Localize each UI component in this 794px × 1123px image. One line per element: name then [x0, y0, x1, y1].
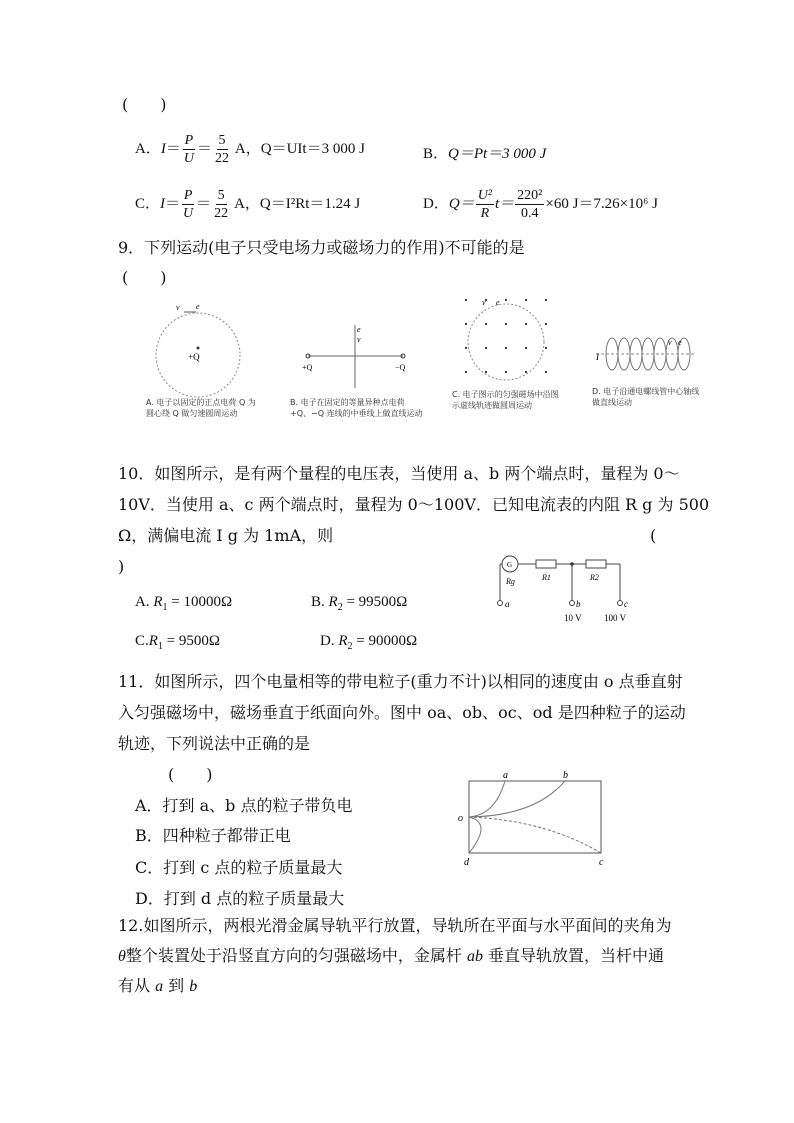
- q9-figure-d: [592, 330, 702, 380]
- q8-option-d: D．Q＝ $\frac{\text{U²}}{R}$ t＝ $\frac{\text{220²}}{0.4}$ ×60 J＝7.26×10⁶ J: [423, 188, 658, 221]
- q10-option-a: A. $R_1 = 10000\Omega$: [135, 594, 233, 613]
- option-letter: C．: [135, 195, 161, 212]
- q10-option-b: B. $R_2 = 99500\Omega$: [311, 594, 408, 613]
- q11-option-d: D．打到 d 点的粒子质量最大: [135, 889, 345, 908]
- label-c: c: [624, 599, 628, 609]
- fraction-p-over-u: $\frac{P}{U}$: [183, 188, 194, 221]
- label-c: c: [599, 857, 604, 868]
- fraction-5-over-22: $\frac{5}{22}$: [214, 188, 229, 221]
- q11-option-a: A．打到 a、b 点的粒子带负电: [135, 796, 353, 815]
- q11-option-b: B．四种粒子都带正电: [135, 826, 291, 845]
- option-text: ×60 J＝7.26×10⁶ J: [545, 195, 658, 212]
- q8-option-b: B．Q＝Pt＝3 000 J: [423, 146, 547, 162]
- option-text: Q＝Pt＝3 000 J: [448, 146, 547, 162]
- q9-caption-a: A. 电子以固定的正点电荷 Q 为圆心绕 Q 做匀速圆周运动: [146, 398, 256, 418]
- q11-line-1: 11．如图所示，四个电量相等的带电粒子(重力不计)以相同的速度由 o 点垂直射: [118, 672, 683, 691]
- q11-figure: [455, 768, 615, 868]
- label-r2: R2: [590, 573, 599, 582]
- track-od: [469, 817, 481, 853]
- orbit-circle: [468, 304, 544, 380]
- q12-line-1: 12.如图所示，两根光滑金属导轨平行放置，导轨所在平面与水平面间的夹角为: [118, 916, 672, 935]
- q12-line-2: θ整个装置处于沿竖直方向的匀强磁场中，金属杆 ab 垂直导轨放置，当杆中通: [118, 946, 665, 965]
- q10-bracket-open: (: [650, 526, 657, 545]
- label-o: o: [458, 813, 463, 824]
- q9-caption-c: C. 电子图示的匀强磁场中沿图示虚线轨迹做圆周运动: [452, 390, 559, 410]
- option-text: A，Q＝I²Rt＝1.24 J: [231, 195, 361, 212]
- q10-line-1: 10．如图所示，是有两个量程的电压表，当使用 a、b 两个端点时，量程为 0～: [118, 464, 680, 483]
- resistor-r2: [586, 560, 606, 568]
- q9-caption-d: D. 电子沿通电螺线管中心轴线做直线运动: [592, 387, 700, 407]
- q9-figure-c: [458, 294, 558, 394]
- q11-bracket: ( ): [168, 765, 213, 784]
- label-rg: Rg: [506, 577, 515, 586]
- label-e: e: [357, 325, 361, 334]
- q11-line-2: 入匀强磁场中，磁场垂直于纸面向外。图中 oa、ob、oc、od 是四种粒子的运动: [118, 703, 686, 722]
- label-b: b: [563, 770, 568, 781]
- q10-circuit-diagram: [492, 552, 642, 628]
- q12-line-3: 有从 a 到 b: [118, 976, 198, 995]
- label-plus-q: +Q: [188, 352, 200, 362]
- field-dots: [465, 299, 547, 373]
- label-d: d: [464, 857, 469, 868]
- terminal-c: [618, 601, 623, 606]
- label-plus-q: +Q: [302, 363, 313, 372]
- q9-bracket: ( ): [122, 268, 167, 287]
- q8-option-a: [135, 132, 365, 167]
- q11-option-c: C．打到 c 点的粒子质量最大: [135, 858, 343, 877]
- track-ob: [469, 781, 565, 817]
- current-symbol: I: [160, 140, 166, 157]
- q10-bracket-close: ): [118, 557, 125, 576]
- label-r1: R1: [542, 573, 551, 582]
- q8-bracket: ( ): [122, 95, 167, 114]
- q10-line-3: Ω，满偏电流 I g 为 1mA，则: [118, 526, 334, 545]
- terminal-a: [498, 601, 503, 606]
- label-b: b: [576, 599, 581, 609]
- label-v: v: [482, 298, 486, 307]
- track-oc: [469, 817, 601, 853]
- q10-option-d: D. $R_2 = 90000\Omega$: [320, 633, 418, 652]
- option-letter: A．: [135, 140, 161, 157]
- svg-text:G: G: [507, 561, 513, 569]
- fraction-u2-over-r: $\frac{\text{U²}}{R}$: [477, 188, 492, 221]
- terminal-b: [570, 601, 575, 606]
- q9-figure-b: [300, 320, 415, 390]
- label-e: e: [496, 298, 500, 307]
- q9-stem: 9．下列运动(电子只受电场力或磁场力的作用)不可能的是: [118, 238, 525, 257]
- fraction-220sq-over-04: $\frac{\text{220²}}{0.4}$: [517, 188, 543, 221]
- label-a: a: [505, 599, 510, 609]
- label-current: I: [596, 352, 599, 362]
- label-v: v: [357, 335, 361, 344]
- q9-caption-b: B. 电子在固定的等量异种点电荷 +Q、−Q 连线的中垂线上做直线运动: [290, 398, 423, 418]
- q9-figure-a: [150, 300, 250, 400]
- label-e: e: [196, 302, 200, 311]
- q8-option-c: C．I＝ $\frac{P}{U}$ ＝ $\frac{5}{22}$ A，Q＝I²Rt＝1.24 J: [135, 188, 361, 221]
- equals: ＝: [196, 140, 212, 157]
- label-e: e: [678, 338, 682, 347]
- q10-option-c: $C.R_1 = 9500\Omega$: [135, 633, 221, 652]
- equals: ＝: [165, 140, 181, 157]
- label-a: a: [503, 770, 508, 781]
- fraction-p-over-u: $\frac{P}{U}$: [183, 133, 194, 166]
- label-100v: 100 V: [604, 613, 627, 623]
- option-text: A，Q＝UIt＝3 000 J: [232, 140, 365, 157]
- label-minus-q: −Q: [395, 363, 406, 372]
- label-v: v: [176, 303, 180, 312]
- label-10v: 10 V: [564, 613, 582, 623]
- charge-q: [197, 347, 200, 350]
- label-v: v: [668, 338, 672, 347]
- q10-line-2: 10V．当使用 a、c 两个端点时，量程为 0～100V．已知电流表的内阻 R g 为 500: [118, 495, 710, 514]
- q11-line-3: 轨迹，下列说法中正确的是: [118, 734, 311, 753]
- fraction-5-over-22: $\frac{5}{22}$: [215, 133, 229, 166]
- track-oa: [469, 781, 505, 817]
- resistor-r1: [536, 560, 556, 568]
